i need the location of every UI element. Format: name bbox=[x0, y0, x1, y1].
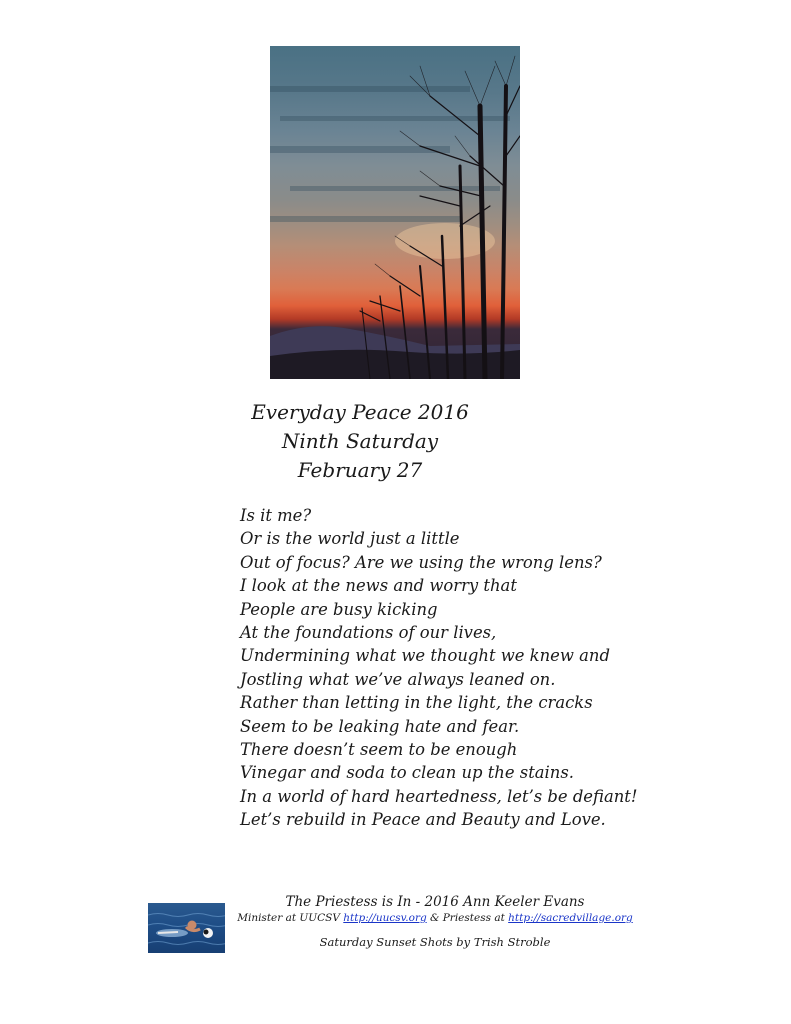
poem-line: People are busy kicking bbox=[240, 599, 438, 619]
poem-line: Out of focus? Are we using the wrong lens? bbox=[240, 552, 602, 572]
credit-main: The Priestess is In - 2016 Ann Keeler Evans bbox=[285, 894, 585, 910]
poem-line: Jostling what we’ve always leaned on. bbox=[240, 669, 556, 689]
poem-line: I look at the news and worry that bbox=[240, 576, 517, 596]
poem-line: Seem to be leaking hate and fear. bbox=[240, 716, 520, 736]
poem-line: Or is the world just a little bbox=[240, 529, 460, 549]
swimmer-photo bbox=[148, 903, 225, 953]
poem-line: In a world of hard heartedness, let’s be defiant! bbox=[240, 786, 638, 806]
poem-line: Undermining what we thought we knew and bbox=[240, 646, 610, 666]
sunset-photo bbox=[270, 46, 520, 379]
photo-credit: Saturday Sunset Shots by Trish Stroble bbox=[319, 935, 551, 949]
poem bbox=[240, 504, 660, 832]
title-line-1: Everyday Peace 2016 bbox=[251, 400, 469, 424]
poem-line: Vinegar and soda to clean up the stains. bbox=[240, 763, 574, 783]
poem-line: Let’s rebuild in Peace and Beauty and Love. bbox=[240, 810, 606, 830]
title-line-2: Ninth Saturday bbox=[281, 429, 439, 453]
credit-links bbox=[230, 911, 640, 925]
poem-line: At the foundations of our lives, bbox=[240, 623, 497, 643]
poem-line: Is it me? bbox=[240, 506, 312, 525]
minister-label: Minister at UUCSV bbox=[237, 912, 340, 924]
title-line-3: February 27 bbox=[297, 458, 423, 482]
sacredvillage-link[interactable]: http://sacredvillage.org bbox=[508, 912, 633, 924]
uucsv-link[interactable]: http://uucsv.org bbox=[343, 912, 427, 924]
poem-line: There doesn’t seem to be enough bbox=[240, 740, 518, 760]
footer-credits bbox=[230, 893, 640, 950]
priestess-label: & Priestess at bbox=[430, 912, 505, 924]
poem-line: Rather than letting in the light, the cracks bbox=[240, 693, 593, 713]
title-block bbox=[220, 398, 500, 485]
